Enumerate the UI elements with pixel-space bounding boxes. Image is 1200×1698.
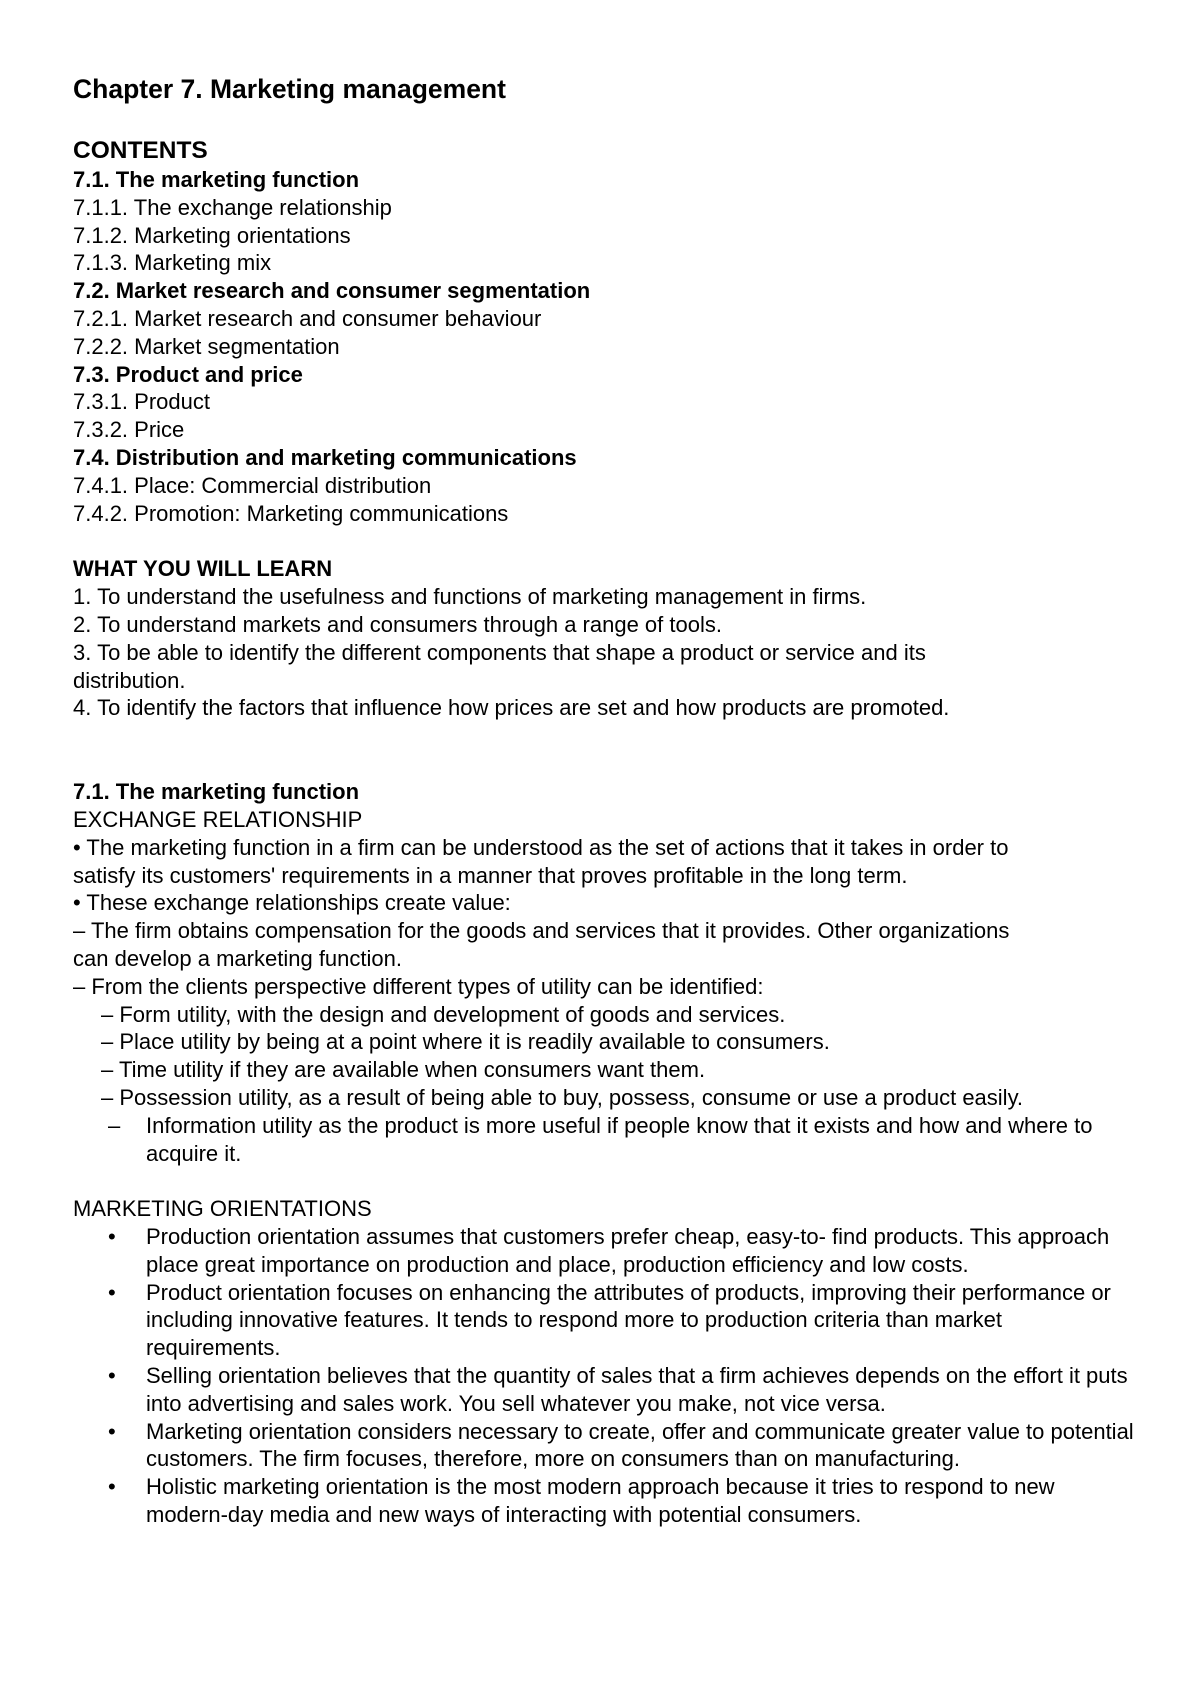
toc-item-7-4-2: 7.4.2. Promotion: Marketing communications	[73, 500, 509, 526]
dash-marker: –	[108, 1112, 121, 1138]
orientation-text: Holistic marketing orientation is the most modern approach because it tries to respond to new modern-day media and new ways of interacting with potential consumers.	[146, 1474, 1055, 1528]
toc-section-7-2: 7.2. Market research and consumer segmentation	[73, 278, 591, 304]
orientation-item-selling	[73, 1362, 1140, 1418]
spacer	[73, 1167, 1140, 1195]
paragraph-line: – The firm obtains compensation for the goods and services that it provides. Other organizations	[73, 918, 1010, 944]
bullet-icon: •	[108, 1474, 116, 1500]
spacer	[73, 527, 1140, 555]
utility-item-information	[73, 1112, 1140, 1168]
orientation-text: Product orientation focuses on enhancing the attributes of products, improving their performance or including innovative features. It tends to respond more to production criteria than market requirements.	[146, 1279, 1111, 1361]
bullet-icon: •	[108, 1279, 116, 1305]
toc-item-7-1-3: 7.1.3. Marketing mix	[73, 250, 272, 276]
orientation-item-marketing	[73, 1418, 1140, 1474]
learn-item-3-cont: distribution.	[73, 667, 186, 693]
orientations-heading: MARKETING ORIENTATIONS	[73, 1196, 372, 1222]
contents-heading: CONTENTS	[73, 137, 208, 164]
contents-section	[73, 136, 1140, 527]
toc-item-7-3-2: 7.3.2. Price	[73, 417, 185, 443]
learn-item-4: 4. To identify the factors that influence how prices are set and how products are promoted.	[73, 695, 950, 721]
bullet-icon: •	[108, 1363, 116, 1389]
toc-section-7-3: 7.3. Product and price	[73, 361, 303, 387]
toc-item-7-1-1: 7.1.1. The exchange relationship	[73, 194, 392, 220]
orientation-item-holistic	[73, 1473, 1140, 1529]
toc-item-7-2-2: 7.2.2. Market segmentation	[73, 333, 340, 359]
toc-item-7-1-2: 7.1.2. Marketing orientations	[73, 222, 351, 248]
marketing-function-section	[73, 778, 1140, 1529]
toc-item-7-2-1: 7.2.1. Market research and consumer behaviour	[73, 305, 542, 331]
bullet-icon: •	[108, 1418, 116, 1444]
chapter-title: Chapter 7. Marketing management	[73, 74, 506, 104]
bullet-icon: •	[108, 1224, 116, 1250]
paragraph-line: satisfy its customers' requirements in a manner that proves profitable in the long term.	[73, 862, 908, 888]
spacer	[73, 722, 1140, 778]
paragraph-line: can develop a marketing function.	[73, 945, 402, 971]
paragraph-line: • The marketing function in a firm can be understood as the set of actions that it takes in order to	[73, 834, 1009, 860]
utility-item-time: – Time utility if they are available when consumers want them.	[101, 1057, 706, 1083]
toc-section-7-4: 7.4. Distribution and marketing communications	[73, 444, 577, 470]
orientation-text: Production orientation assumes that customers prefer cheap, easy-to- find products. This approach place great importance on production and place, production efficiency and low costs.	[146, 1224, 1110, 1277]
toc-item-7-4-1: 7.4.1. Place: Commercial distribution	[73, 472, 432, 498]
toc-item-7-3-1: 7.3.1. Product	[73, 389, 210, 415]
paragraph-line: – From the clients perspective different types of utility can be identified:	[73, 973, 764, 999]
orientation-item-product	[73, 1279, 1140, 1362]
paragraph-line: • These exchange relationships create value:	[73, 890, 511, 916]
section-heading: 7.1. The marketing function	[73, 779, 360, 805]
learning-objectives	[73, 555, 1140, 722]
learn-item-2: 2. To understand markets and consumers through a range of tools.	[73, 611, 722, 637]
learn-item-3: 3. To be able to identify the different components that shape a product or service and its	[73, 639, 926, 665]
orientation-text: Selling orientation believes that the quantity of sales that a firm achieves depends on the effort it puts into advertising and sales work. You sell whatever you make, not vice versa.	[146, 1363, 1128, 1416]
utility-item-place: – Place utility by being at a point where it is readily available to consumers.	[101, 1029, 830, 1055]
exchange-heading: EXCHANGE RELATIONSHIP	[73, 806, 363, 832]
utility-item-possession: – Possession utility, as a result of being able to buy, possess, consume or use a product easily.	[101, 1084, 1024, 1110]
learn-heading: WHAT YOU WILL LEARN	[73, 556, 333, 582]
learn-item-1: 1. To understand the usefulness and functions of marketing management in firms.	[73, 584, 867, 610]
utility-item-form: – Form utility, with the design and development of goods and services.	[101, 1001, 786, 1027]
utility-item-text: Information utility as the product is more useful if people know that it exists and how and where to acquire it.	[146, 1112, 1093, 1166]
toc-section-7-1: 7.1. The marketing function	[73, 167, 360, 192]
orientation-text: Marketing orientation considers necessary to create, offer and communicate greater value to potential customers. The firm focuses, therefore, more on consumers than on manufacturing.	[146, 1418, 1134, 1472]
orientation-item-production	[73, 1223, 1140, 1279]
